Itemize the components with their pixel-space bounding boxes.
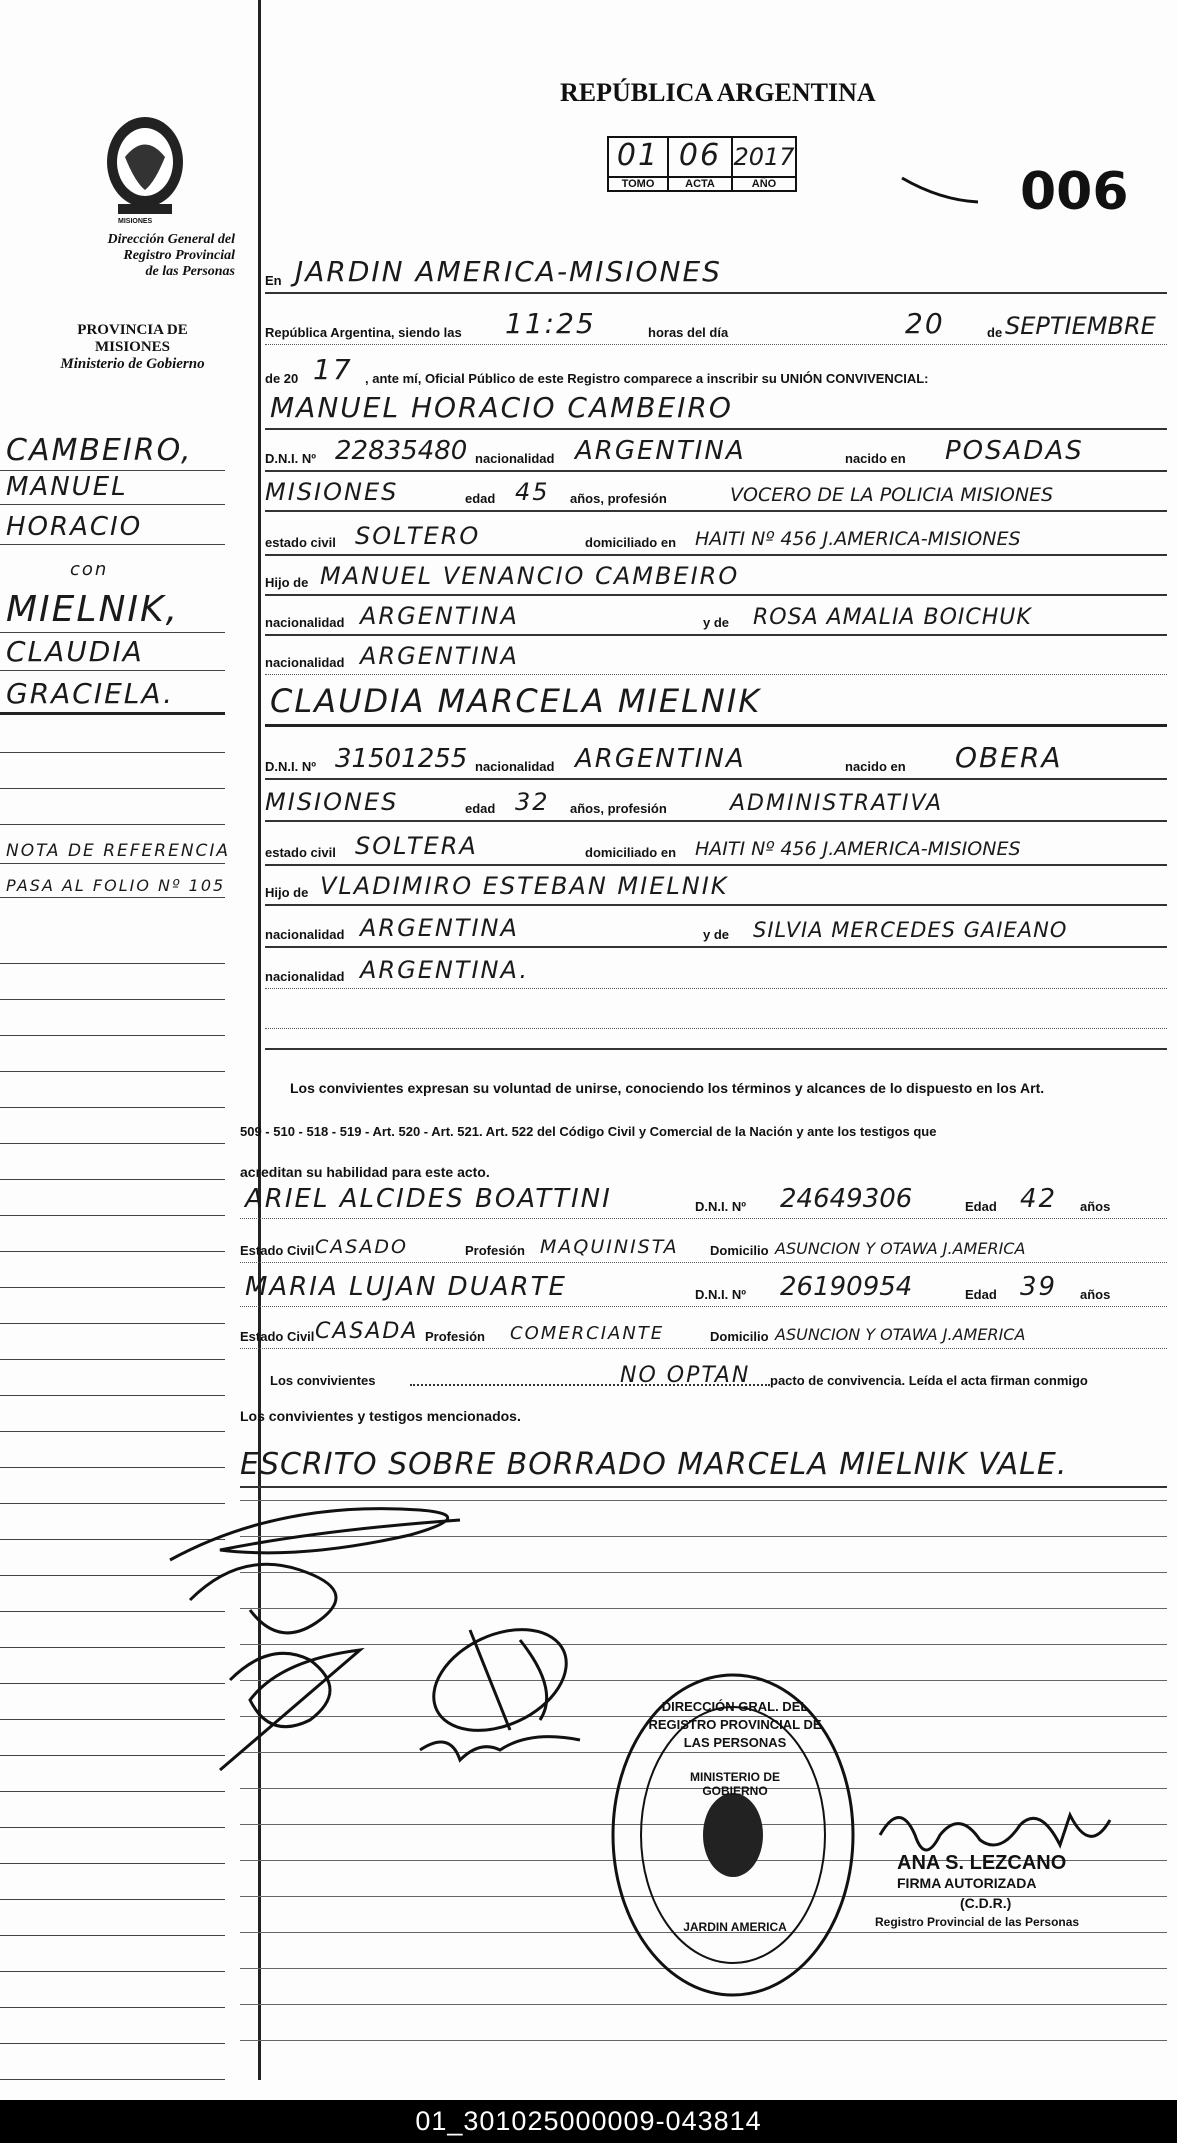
official-role-code: (C.D.R.)	[960, 1895, 1012, 1911]
person1-name-row	[265, 384, 1167, 430]
conv-label: Los convivientes	[270, 1373, 376, 1388]
acta-label: ACTA	[669, 176, 731, 190]
day-value: 20	[905, 307, 945, 340]
person2-nationality: ARGENTINA	[575, 744, 746, 774]
margin-name-line: con	[70, 559, 109, 580]
pact-text: pacto de convivencia. Leída el acta firman conmigo	[770, 1373, 1088, 1388]
org-line-1: Dirección General del	[107, 232, 235, 247]
person2-dni-row	[265, 736, 1167, 780]
born-label: nacido en	[845, 759, 906, 774]
margin-line	[0, 971, 225, 1000]
witness1-age: 42	[1020, 1184, 1058, 1214]
margin-name-line: MIELNIK,	[0, 582, 225, 633]
acta-cell	[669, 138, 733, 190]
annotation-row	[240, 1434, 1167, 1488]
person2-dni: 31501255	[335, 744, 468, 774]
org-line-3: de las Personas	[145, 264, 235, 279]
father-label: Hijo de	[265, 575, 309, 590]
declaration-line-3: acreditan su habilidad para este acto.	[240, 1164, 490, 1180]
province-line-2: MISIONES	[94, 339, 171, 355]
person2-age: 32	[515, 788, 550, 816]
person2-mother: SILVIA MERCEDES GAIEANO	[753, 918, 1068, 942]
stamp-ring-text: DIRECCIÓN GRAL. DEL REGISTRO PROVINCIAL DE LAS PERSONAS	[648, 1699, 822, 1750]
person1-mother-nat-row	[265, 634, 1167, 675]
margin-name-line: CAMBEIRO,	[0, 432, 225, 471]
person2-address: HAITI Nº 456 J.AMERICA-MISIONES	[695, 838, 1021, 860]
witness2-civil: CASADA	[315, 1319, 419, 1344]
signature-scribbles	[160, 1490, 640, 1790]
age-label: Edad	[965, 1287, 997, 1302]
org-line-2: Registro Provincial	[123, 248, 235, 263]
person2-mother-row	[265, 904, 1167, 948]
declaration-line-2: 509 - 510 - 518 - 519 - Art. 520 - Art. 521. Art. 522 del Código Civil y Comercial de la Nación y ante los testigos que	[240, 1124, 937, 1139]
witness2-age: 39	[1020, 1272, 1058, 1302]
person1-nationality: ARGENTINA	[575, 436, 746, 466]
person1-father-row	[265, 554, 1167, 596]
prof-label: Profesión	[465, 1243, 525, 1258]
person1-father: MANUEL VENANCIO CAMBEIRO	[320, 562, 740, 590]
witness2-profession: COMERCIANTE	[510, 1323, 665, 1344]
margin-line	[0, 1907, 225, 1936]
closing-text: Los convivientes y testigos mencionados.	[240, 1408, 521, 1424]
rep-label: República Argentina, siendo las	[265, 325, 462, 340]
person1-civil-row	[265, 510, 1167, 556]
stamp-inner-text: MINISTERIO DE GOBIERNO	[689, 1770, 780, 1798]
born-label: nacido en	[845, 451, 906, 466]
person2-age-row	[265, 778, 1167, 822]
person2-born2: MISIONES	[265, 788, 399, 816]
person1-father-nat: ARGENTINA	[360, 602, 519, 630]
margin-line	[0, 1871, 225, 1900]
age-label: edad	[465, 801, 496, 816]
person1-dni: 22835480	[335, 436, 468, 466]
ministry-line: Ministerio de Gobierno	[60, 356, 205, 372]
person2-name: CLAUDIA MARCELA MIELNIK	[270, 682, 762, 720]
mother-label: y de	[703, 927, 730, 942]
civil-label: estado civil	[265, 845, 336, 860]
tomo-cell	[609, 138, 669, 190]
witness1-address: ASUNCION Y OTAWA J.AMERICA	[775, 1239, 1026, 1258]
margin-line	[0, 1151, 225, 1180]
official-org: Registro Provincial de las Personas	[875, 1915, 1080, 1929]
place-value: JARDIN AMERICA-MISIONES	[295, 255, 722, 288]
margin-line	[0, 1367, 225, 1396]
dom-label: Domicilio	[710, 1243, 769, 1258]
anio-label: AÑO	[733, 176, 795, 190]
act-number: 006	[1020, 162, 1129, 222]
dni-label: D.N.I. Nº	[695, 1199, 746, 1214]
margin-line	[0, 796, 225, 825]
witness1-profession: MAQUINISTA	[540, 1236, 679, 1258]
mother-label: y de	[703, 615, 730, 630]
person1-mother: ROSA AMALIA BOICHUK	[753, 605, 1032, 630]
pen-stroke	[900, 170, 980, 210]
dni-label: D.N.I. Nº	[265, 759, 316, 774]
dom-label: domiciliado en	[585, 845, 677, 860]
nat-label: nacionalidad	[265, 927, 345, 942]
person2-father-nat: ARGENTINA	[360, 914, 519, 942]
witness1-dni: 24649306	[780, 1184, 913, 1214]
witness1-name: ARIEL ALCIDES BOATTINI	[245, 1184, 612, 1214]
age-label: edad	[465, 491, 496, 506]
person1-address: HAITI Nº 456 J.AMERICA-MISIONES	[695, 528, 1021, 550]
acta-value: 06	[678, 138, 722, 173]
margin-line	[0, 2051, 225, 2080]
person2-mother-nat: ARGENTINA.	[360, 956, 529, 984]
doc-title: REPÚBLICA ARGENTINA	[560, 78, 876, 107]
en-label: En	[265, 273, 282, 288]
anio-cell	[733, 138, 795, 190]
witness1-civil: CASADO	[315, 1236, 408, 1258]
margin-line	[0, 935, 225, 964]
margin-line	[0, 1259, 225, 1288]
witness2-name: MARIA LUJAN DUARTE	[245, 1272, 567, 1302]
margin-line	[0, 2015, 225, 2044]
person2-father-row	[265, 864, 1167, 906]
person1-dni-row	[265, 428, 1167, 472]
nac-label: nacionalidad	[475, 759, 555, 774]
nac-label: nacionalidad	[475, 451, 555, 466]
prof-label: años, profesión	[570, 491, 667, 506]
person2-mother-nat-row	[265, 946, 1167, 989]
margin-line	[0, 1115, 225, 1144]
nat-label: nacionalidad	[265, 615, 345, 630]
witness2-detail-row	[240, 1308, 1167, 1349]
civil-label: Estado Civil	[240, 1243, 315, 1258]
province-line-1: PROVINCIA DE	[77, 322, 188, 338]
tomo-value: 01	[616, 138, 660, 173]
witness1-detail-row	[240, 1222, 1167, 1263]
tomo-label: TOMO	[609, 176, 667, 190]
year-prefix: de 20	[265, 371, 299, 386]
ruled-line	[240, 2040, 1167, 2041]
civil-label: estado civil	[265, 535, 336, 550]
reference-note: PASA AL FOLIO Nº 105	[0, 869, 225, 898]
person1-mother-nat: ARGENTINA	[360, 642, 519, 670]
father-label: Hijo de	[265, 885, 309, 900]
person1-civil: SOLTERO	[355, 522, 481, 550]
pact-value: NO OPTAN	[620, 1363, 751, 1388]
anio-value: 2017	[733, 143, 795, 171]
person2-civil-row	[265, 820, 1167, 866]
margin-line	[0, 1295, 225, 1324]
person1-age: 45	[515, 478, 550, 506]
province-block	[30, 322, 235, 373]
person1-profession: VOCERO DE LA POLICIA MISIONES	[730, 484, 1054, 506]
ruled-line	[240, 2004, 1167, 2005]
person2-name-row	[265, 674, 1167, 727]
margin-line	[0, 760, 225, 789]
person2-father: VLADIMIRO ESTEBAN MIELNIK	[320, 872, 729, 900]
margin-line	[0, 1187, 225, 1216]
official-role: FIRMA AUTORIZADA	[897, 1875, 1037, 1891]
margin-line	[0, 1439, 225, 1468]
witness2-name-row	[240, 1264, 1167, 1307]
margin-line	[0, 1979, 225, 2008]
month-value: SEPTIEMBRE	[1005, 312, 1156, 340]
margin-line	[0, 1079, 225, 1108]
time-date-row	[265, 296, 1167, 345]
document-code-footer: 01_301025000009-043814	[0, 2100, 1177, 2143]
official-name: ANA S. LEZCANO	[897, 1852, 1067, 1874]
person1-mother-row	[265, 594, 1167, 636]
dni-label: D.N.I. Nº	[265, 451, 316, 466]
margin-line	[0, 724, 225, 753]
coat-of-arms-logo	[100, 112, 190, 222]
place-row	[265, 248, 1167, 294]
margin-name-line: MANUEL	[0, 470, 225, 505]
nat-label: nacionalidad	[265, 969, 345, 984]
witness2-address: ASUNCION Y OTAWA J.AMERICA	[775, 1325, 1026, 1344]
intro-text: , ante mí, Oficial Público de este Registro comparece a inscribir su UNIÓN CONVIVENCIAL:	[365, 371, 929, 386]
margin-line	[0, 1223, 225, 1252]
stamp-bottom-text: JARDIN AMERICA	[683, 1920, 787, 1934]
org-name	[45, 232, 235, 280]
margin-name-line: GRACIELA.	[0, 670, 225, 715]
prof-label: años, profesión	[570, 801, 667, 816]
dom-label: domiciliado en	[585, 535, 677, 550]
witness2-dni: 26190954	[780, 1272, 913, 1302]
margin-line	[0, 1043, 225, 1072]
person2-profession: ADMINISTRATIVA	[730, 791, 944, 816]
person1-born2: MISIONES	[265, 478, 399, 506]
margin-line	[0, 1799, 225, 1828]
tomo-acta-anio-box	[607, 136, 797, 192]
reference-note: NOTA DE REFERENCIA	[0, 835, 225, 864]
years-label: años	[1080, 1199, 1111, 1214]
margin-line	[0, 1007, 225, 1036]
prof-label: Profesión	[425, 1329, 485, 1344]
annotation-text: ESCRITO SOBRE BORRADO MARCELA MIELNIK VALE.	[240, 1447, 1068, 1482]
witness1-name-row	[240, 1178, 1167, 1219]
pact-row	[240, 1350, 1167, 1392]
time-value: 11:25	[505, 307, 596, 340]
logo-caption: MISIONES	[118, 218, 153, 225]
year-suffix: 17	[313, 353, 353, 386]
years-label: años	[1080, 1287, 1111, 1302]
blank-row	[265, 990, 1167, 1029]
person1-born: POSADAS	[945, 436, 1084, 466]
person1-age-row	[265, 470, 1167, 512]
margin-line	[0, 1403, 225, 1432]
nat-label: nacionalidad	[265, 655, 345, 670]
divider-row	[265, 1030, 1167, 1050]
margin-line	[0, 1331, 225, 1360]
person2-civil: SOLTERA	[355, 832, 478, 860]
declaration-line-1: Los convivientes expresan su voluntad de unirse, conociendo los términos y alcances de lo dispuesto en los Art.	[290, 1080, 1045, 1096]
horas-label: horas del día	[648, 325, 729, 340]
de-label: de	[987, 325, 1003, 340]
person2-born: OBERA	[955, 741, 1063, 774]
civil-label: Estado Civil	[240, 1329, 315, 1344]
margin-name-line: HORACIO	[0, 504, 225, 545]
margin-name-line: CLAUDIA	[0, 632, 225, 671]
margin-line	[0, 1943, 225, 1972]
dni-label: D.N.I. Nº	[695, 1287, 746, 1302]
margin-line	[0, 1835, 225, 1864]
person1-name: MANUEL HORACIO CAMBEIRO	[270, 391, 733, 424]
age-label: Edad	[965, 1199, 997, 1214]
dom-label: Domicilio	[710, 1329, 769, 1344]
